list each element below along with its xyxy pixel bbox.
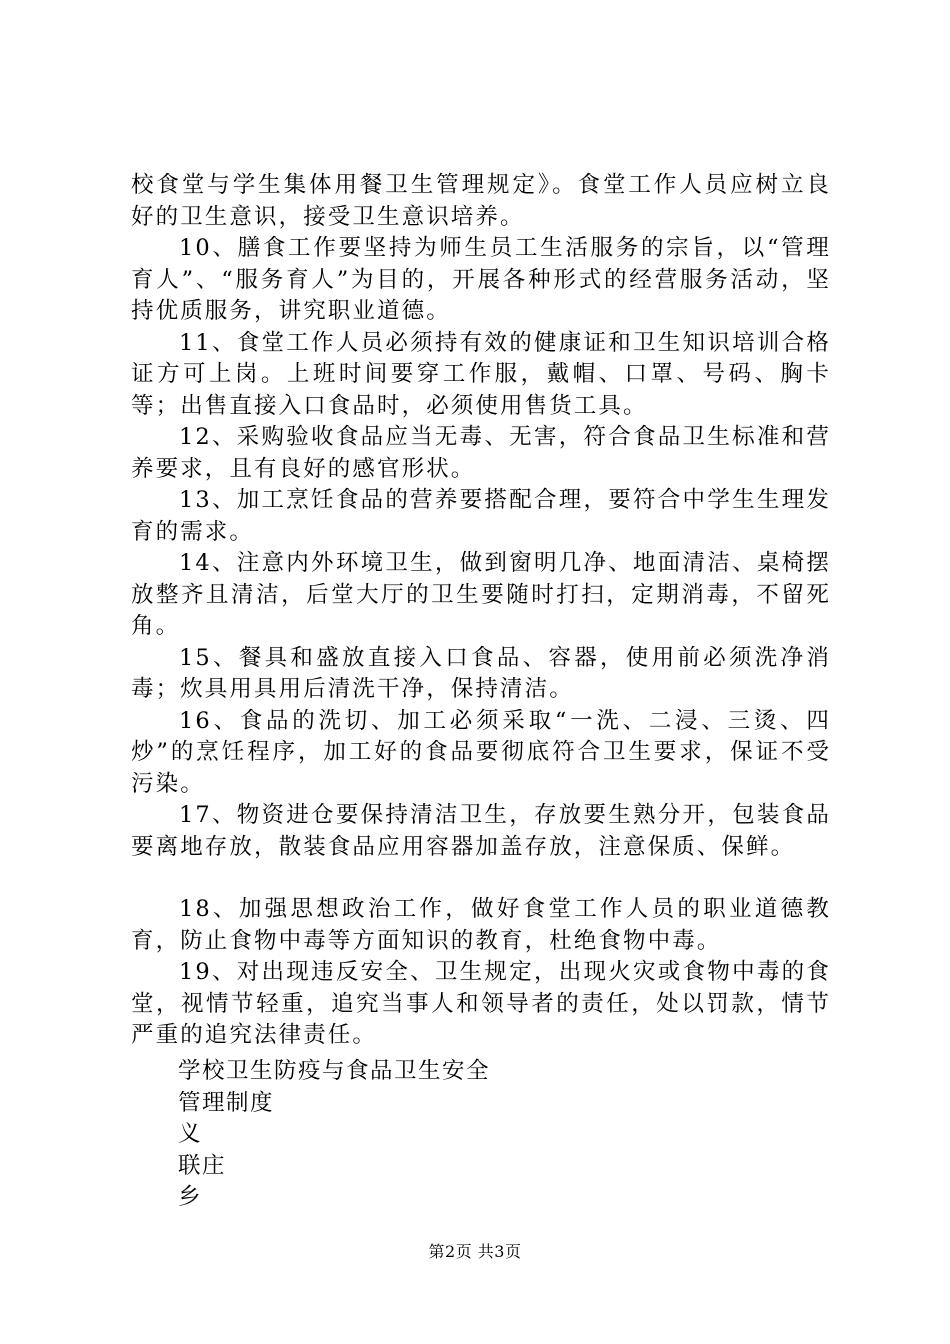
paragraph-item-19: 19、对出现违反安全、卫生规定，出现火灾或食物中毒的食堂，视情节轻重，追究当事人和领导者的责任，处以罚款，情节严重的追究法律责任。 (131, 959, 831, 1048)
blank-line (131, 863, 831, 894)
tail-line: 联庄 (178, 1152, 227, 1179)
paragraph-item-10: 10、膳食工作要坚持为师生员工生活服务的宗旨，以“管理育人”、“服务育人”为目的，开展各种形式的经营服务活动，坚持优质服务，讲究职业道德。 (131, 235, 831, 324)
tail-line-subtitle: 管理制度 (178, 1089, 275, 1116)
paragraph-item-12: 12、采购验收食品应当无毒、无害，符合食品卫生标准和营养要求，且有良好的感官形状。 (131, 424, 831, 482)
paragraph-item-13: 13、加工烹饪食品的营养要搭配合理，要符合中学生生理发育的需求。 (131, 487, 831, 545)
paragraph-item-15: 15、餐具和盛放直接入口食品、容器，使用前必须洗净消毒；炊具用具用后清洗干净，保持清洁。 (131, 644, 831, 702)
tail-line-title: 学校卫生防疫与食品卫生安全 (178, 1058, 491, 1084)
paragraph-item-17: 17、物资进仓要保持清洁卫生，存放要生熟分开，包装食品要离地存放，散装食品应用容器加盖存放，注意保质、保鲜。 (131, 802, 831, 860)
page-number-footer: 第2页 共3页 (428, 1242, 522, 1261)
paragraph-item-18: 18、加强思想政治工作，做好食堂工作人员的职业道德教育，防止食物中毒等方面知识的教育，杜绝食物中毒。 (131, 896, 831, 954)
document-tail (178, 1056, 490, 1214)
tail-line: 乡 (178, 1184, 203, 1210)
paragraph-item-16: 16、食品的洗切、加工必须采取“一洗、二浸、三烫、四炒”的烹饪程序，加工好的食品要彻底符合卫生要求，保证不受污染。 (131, 707, 831, 797)
paragraph-continued: 校食堂与学生集体用餐卫生管理规定》。食堂工作人员应树立良好的卫生意识，接受卫生意识培养。 (131, 172, 831, 230)
paragraph-item-11: 11、食堂工作人员必须持有效的健康证和卫生知识培训合格证方可上岗。上班时间要穿工作服，戴帽、口罩、号码、胸卡等；出售直接入口食品时，必须使用售货工具。 (131, 329, 831, 419)
document-body (131, 170, 831, 1052)
tail-line: 义 (178, 1121, 203, 1147)
paragraph-item-14: 14、注意内外环境卫生，做到窗明几净、地面清洁、桌椅摆放整齐且清洁，后堂大厅的卫生要随时打扫，定期消毒，不留死角。 (131, 550, 831, 639)
